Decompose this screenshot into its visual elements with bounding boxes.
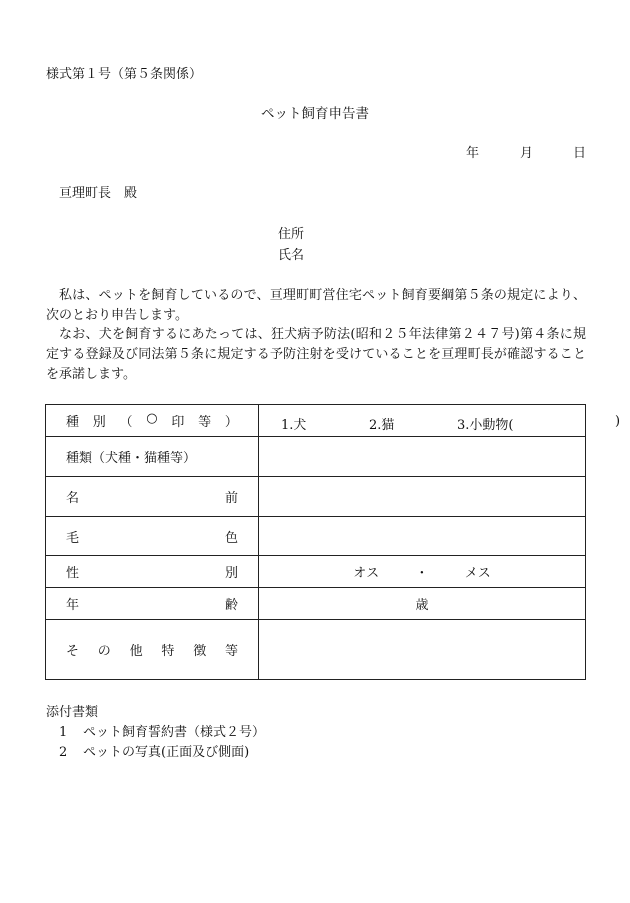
address-label: 住所 (278, 227, 305, 242)
date-day-label: 日 (573, 146, 587, 161)
option-cat[interactable]: 2.猫 (369, 418, 395, 433)
attachment-item (59, 726, 265, 739)
label-char: 前 (224, 491, 238, 506)
attachments-heading: 添付書類 (46, 705, 99, 720)
sex-field[interactable] (259, 556, 586, 588)
breed-label: 種類（犬種・猫種等） (46, 437, 259, 477)
type-label-char: ） (224, 415, 238, 430)
label-char: 年 (66, 598, 80, 613)
option-dog[interactable]: 1.犬 (281, 418, 307, 433)
attachment-text: ペット飼育誓約書（様式２号） (83, 725, 266, 740)
label-char: そ (66, 644, 80, 659)
form-number: 様式第１号（第５条関係） (46, 67, 203, 82)
sex-option-male[interactable]: オス (353, 566, 380, 581)
type-label (46, 405, 259, 437)
attachment-text: ペットの写真(正面及び側面) (83, 745, 250, 760)
table-row-other (46, 620, 586, 680)
attachment-number: 1 (59, 725, 68, 740)
pet-name-label (46, 477, 259, 517)
addressee: 亘理町長 殿 (59, 186, 138, 201)
pet-name-field[interactable] (259, 477, 586, 517)
sex-separator: ・ (415, 566, 429, 581)
age-unit: 歳 (415, 598, 429, 613)
coat-color-field[interactable] (259, 517, 586, 556)
type-label-char: （ (119, 415, 133, 430)
table-row-age (46, 588, 586, 620)
other-features-field[interactable] (259, 620, 586, 680)
table-row-type (46, 405, 586, 437)
type-label-char: 別 (92, 415, 106, 430)
label-char: 別 (224, 566, 238, 581)
label-char: 名 (66, 491, 80, 506)
type-options-cell[interactable] (259, 405, 621, 437)
sex-label (46, 556, 259, 588)
type-label-char: 等 (198, 415, 212, 430)
sex-option-female[interactable]: メス (464, 566, 491, 581)
attachment-item (59, 746, 249, 759)
label-char: 性 (66, 566, 80, 581)
option-small-animal[interactable]: 3.小動物( (457, 418, 514, 433)
type-label-char: ○ (146, 411, 158, 426)
pet-info-table (45, 404, 621, 680)
label-char: 等 (224, 644, 238, 659)
age-label (46, 588, 259, 620)
consent-paragraph: なお、犬を飼育するにあたっては、狂犬病予防法(昭和２５年法律第２４７号)第４条に規定する登録及び同法第５条に規定する予防注射を受けていることを亘理町長が確認することを承諾します。 (46, 327, 586, 382)
label-char: 色 (224, 530, 238, 546)
date-month-label: 月 (520, 146, 534, 161)
type-label-char: 種 (66, 415, 80, 430)
coat-color-label (46, 517, 259, 556)
type-label-char: 印 (171, 415, 185, 430)
table-row-name (46, 477, 586, 517)
page-title: ペット飼育申告書 (261, 106, 369, 122)
table-row-sex (46, 556, 586, 588)
applicant-name-label: 氏名 (278, 248, 305, 263)
label-char: 特 (161, 644, 175, 659)
label-char: 徴 (193, 644, 207, 659)
label-char: 齢 (224, 598, 238, 613)
attachment-number: 2 (59, 745, 68, 760)
label-char: 他 (129, 644, 143, 659)
age-field[interactable] (259, 588, 586, 620)
table-row-breed (46, 437, 586, 477)
table-row-color (46, 517, 586, 556)
declaration-paragraph: 私は、ペットを飼育しているので、亘理町町営住宅ペット飼育要綱第５条の規定により、次のとおり申告します。 (46, 288, 586, 323)
label-char: 毛 (66, 530, 80, 546)
date-year-label: 年 (466, 146, 480, 161)
breed-field[interactable] (259, 437, 586, 477)
label-char: の (97, 644, 111, 659)
option-small-animal-close: ) (615, 414, 621, 429)
other-features-label (46, 620, 259, 680)
